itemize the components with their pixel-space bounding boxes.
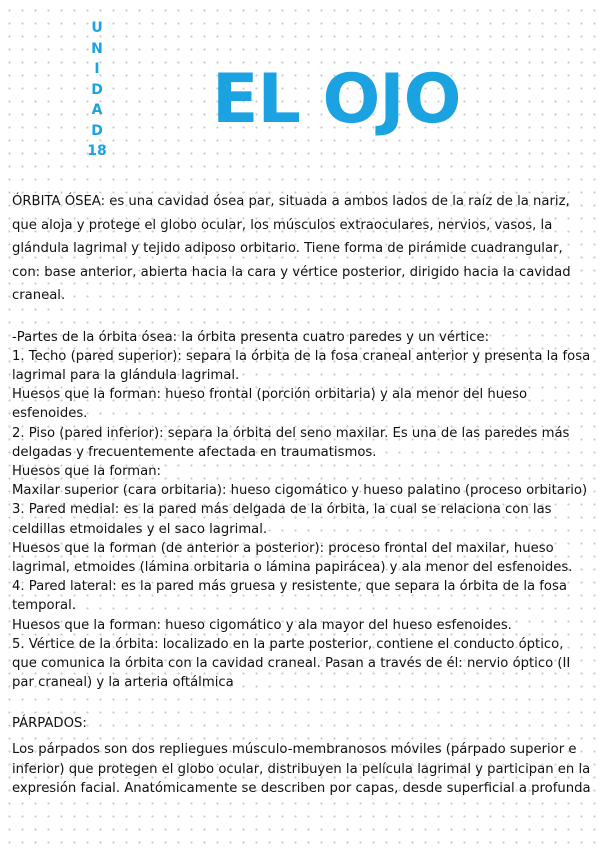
orbit-parts-section xyxy=(12,328,592,799)
eyelids-paragraph: Los párpados son dos repliegues músculo-membranosos móviles (párpado superior e inferior) que protegen el globo ocular, distribuyen la película lagrimal y participan en la expresión facial. Anatómicamente se describen por capas, desde superficial a profunda xyxy=(12,742,591,797)
orbit-parts-heading: -Partes de la órbita ósea: la órbita presenta cuatro paredes y un vértice: xyxy=(12,329,490,345)
orbit-floor-bones-label: Huesos que la forman: xyxy=(12,463,161,479)
orbit-intro-paragraph: ÓRBITA ÓSEA: es una cavidad ósea par, situada a ambos lados de la raíz de la nariz, que aloja y protege el globo ocular, los músculos extraoculares, nervios, vasos, la glándula lagrimal y tejido adiposo orbitario. Tiene forma de pirámide cuadrangular, con: base anterior, abierta hacia la cara y vértice posterior, dirigido hacia la cavidad craneal. xyxy=(12,194,571,303)
orbit-roof-description: 1. Techo (pared superior): separa la órbita de la fosa craneal anterior y presenta la fosa lagrimal para la glándula lagrimal. xyxy=(12,348,591,383)
orbit-lateral-wall-description: 4. Pared lateral: es la pared más gruesa y resistente, que separa la órbita de la fosa temporal. xyxy=(12,579,567,614)
unit-label xyxy=(86,18,108,162)
document-body xyxy=(12,190,592,799)
unit-letter: N xyxy=(91,40,103,57)
orbit-lateral-wall-bones: Huesos que la forman: hueso cigomático y ala mayor del hueso esfenoides. xyxy=(12,617,512,633)
unit-letter: I xyxy=(94,61,100,77)
unit-letter: D xyxy=(91,81,103,98)
orbit-roof-bones: Huesos que la forman: hueso frontal (porción orbitaria) y ala menor del hueso esfenoides. xyxy=(12,387,528,422)
unit-letter: A xyxy=(91,102,103,118)
unit-number: 18 xyxy=(87,143,107,159)
page-title: EL OJO xyxy=(212,60,461,139)
orbit-medial-wall-bones: Huesos que la forman (de anterior a posterior): proceso frontal del maxilar, hueso lagrimal, etmoides (lámina orbitaria o lámina papirácea) y ala menor del esfenoides. xyxy=(12,540,573,575)
orbit-medial-wall-description: 3. Pared medial: es la pared más delgada de la órbita, la cual se relaciona con las celdillas etmoidales y el saco lagrimal. xyxy=(12,502,552,537)
unit-letter: D xyxy=(91,122,103,139)
orbit-apex-description: 5. Vértice de la órbita: localizado en la parte posterior, contiene el conducto óptico, que comunica la órbita con la cavidad craneal. Pasan a través de él: nervio óptico (II par craneal) y la arteria oftálmica xyxy=(12,636,571,691)
eyelids-heading: PÁRPADOS: xyxy=(12,716,87,732)
unit-letter: U xyxy=(91,20,103,36)
orbit-floor-bones: Maxilar superior (cara orbitaria): hueso cigomático y hueso palatino (proceso orbitario) xyxy=(12,483,588,499)
orbit-floor-description: 2. Piso (pared inferior): separa la órbita del seno maxilar. Es una de las paredes más delgadas y frecuentemente afectada en traumatismos. xyxy=(12,425,570,460)
